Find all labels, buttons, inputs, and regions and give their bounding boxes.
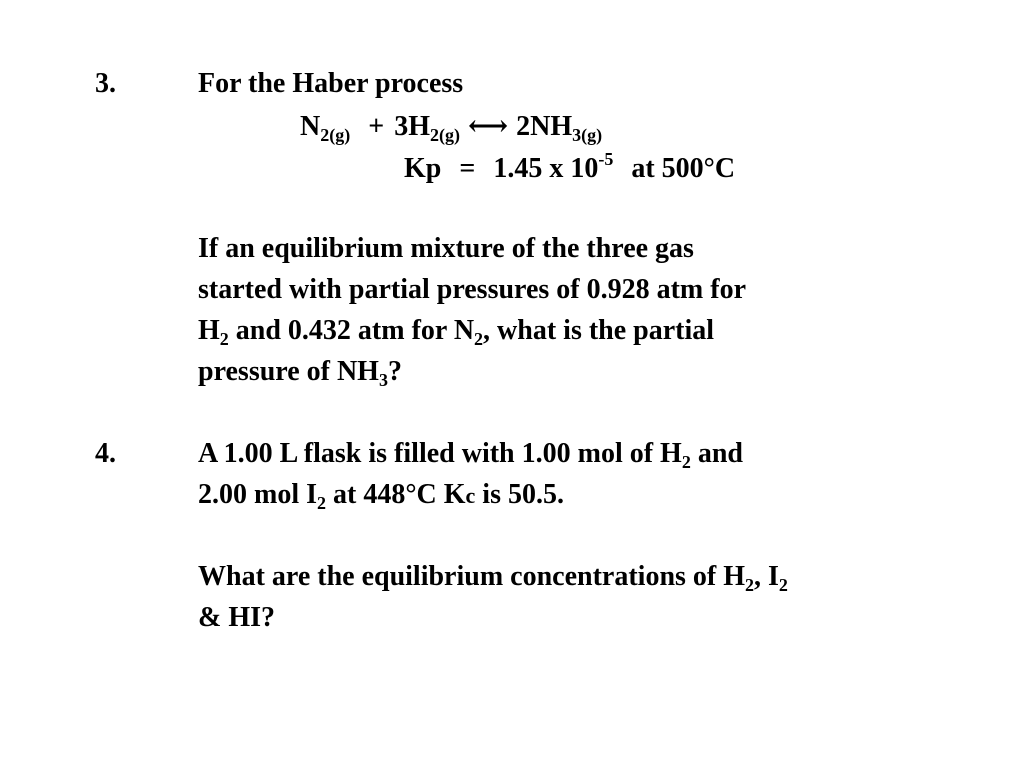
question-4-question-line-2: & HI?: [198, 602, 275, 633]
q3-h-sub: 2: [219, 329, 229, 349]
q4-question-mid: , I: [754, 561, 779, 592]
haber-equation: [300, 111, 603, 145]
kp-expression: [404, 149, 736, 184]
q4-question-text: What are the equilibrium concentrations of H: [198, 561, 746, 592]
kp-equals: =: [459, 153, 476, 184]
equation-nh-sub: 3(g): [572, 125, 603, 145]
equation-plus: +: [368, 111, 385, 142]
question-3-title: For the Haber process: [198, 68, 464, 99]
question-3-line-2: started with partial pressures of 0.928 atm for: [198, 274, 747, 305]
question-3-line-4: [198, 356, 402, 390]
q3-h-text: H: [198, 315, 220, 346]
q3-question-mark: ?: [387, 356, 402, 387]
question-3-line-3: [198, 315, 715, 349]
q4-kc-c: c: [465, 483, 476, 508]
question-4-line-1: [198, 438, 743, 472]
question-4-number: 4.: [95, 438, 116, 469]
question-3-number: 3.: [95, 68, 116, 99]
question-4-line-2: [198, 479, 564, 513]
equation-n-sub: 2(g): [320, 125, 351, 145]
q4-i2-sub: 2: [317, 493, 326, 513]
kp-label: Kp: [404, 153, 442, 184]
equation-n: N: [300, 111, 321, 142]
kp-condition: at 500°C: [631, 153, 736, 184]
kp-exponent: -5: [598, 149, 614, 169]
q3-line4-text: pressure of NH: [198, 356, 379, 387]
q4-question-h2-sub: 2: [745, 575, 755, 595]
q4-h2-sub: 2: [681, 452, 691, 472]
q4-line2-end: is 50.5.: [475, 479, 564, 510]
question-4-question-line-1: [198, 561, 788, 595]
q4-line2-text: 2.00 mol I: [198, 479, 317, 510]
q3-end-text: , what is the partial: [483, 315, 715, 346]
equilibrium-arrow-icon: ⟷: [467, 111, 509, 142]
equation-h: 3H: [394, 111, 430, 142]
q4-line2-mid: at 448°C K: [326, 479, 466, 510]
q3-n-sub: 2: [474, 329, 484, 349]
equation-nh: 2NH: [516, 111, 573, 142]
question-3-line-1: If an equilibrium mixture of the three gas: [198, 233, 694, 264]
q4-line1-text: A 1.00 L flask is filled with 1.00 mol of H: [198, 438, 682, 469]
kp-mantissa: 1.45 x 10: [493, 153, 599, 184]
equation-h-sub: 2(g): [429, 125, 460, 145]
q3-nh3-sub: 3: [378, 370, 388, 390]
q3-mid-text: and 0.432 atm for N: [228, 315, 475, 346]
q4-line1-end: and: [690, 438, 743, 469]
q4-question-i2-sub: 2: [778, 575, 788, 595]
